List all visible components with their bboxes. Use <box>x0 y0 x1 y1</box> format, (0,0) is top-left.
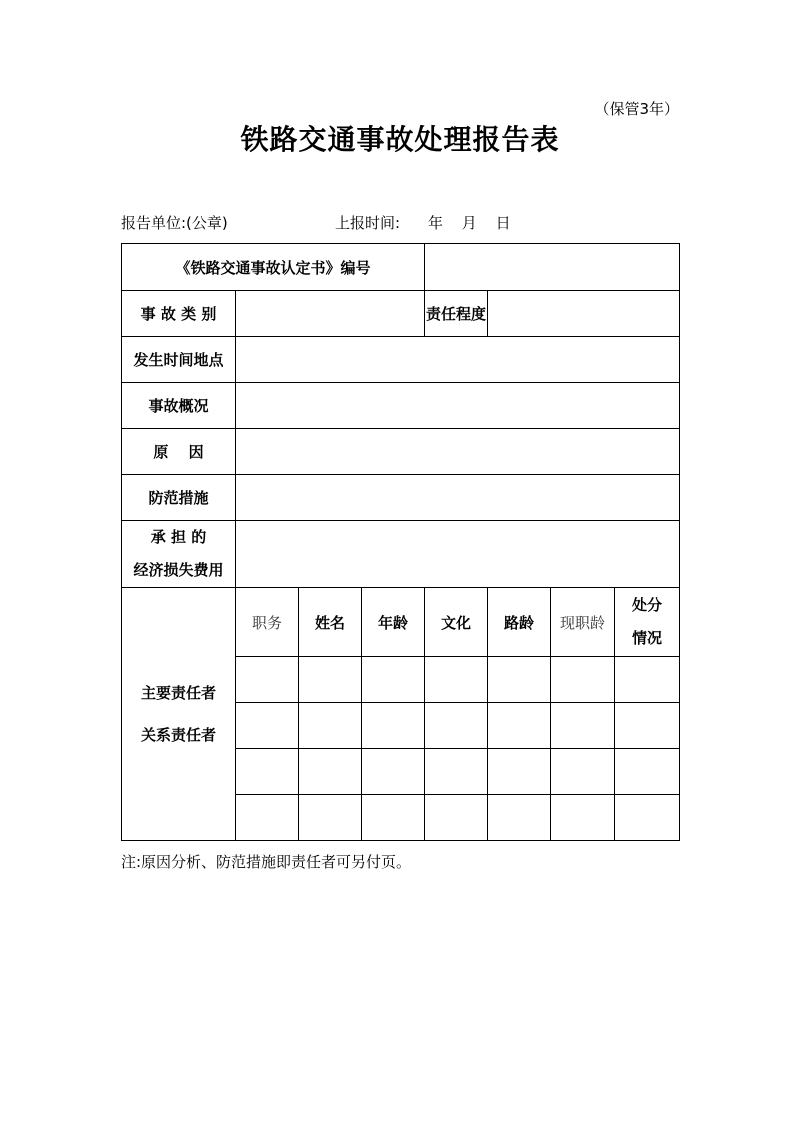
year-label: 年 <box>428 214 444 232</box>
footer-note: 注:原因分析、防范措施即责任者可另付页。 <box>121 853 412 871</box>
person-cell[interactable] <box>425 749 488 795</box>
person-cell[interactable] <box>236 749 299 795</box>
person-cell[interactable] <box>362 657 425 703</box>
day-label: 日 <box>495 214 511 232</box>
economic-loss-row <box>122 521 680 588</box>
person-cell[interactable] <box>551 749 615 795</box>
col-current-post-years: 现职龄 <box>551 588 615 657</box>
col-penalty <box>615 588 680 657</box>
related-responsible-label: 关系责任者 <box>140 726 216 744</box>
cause-label: 原 因 <box>122 429 236 475</box>
person-cell[interactable] <box>236 795 299 841</box>
persons-header-row <box>122 588 680 657</box>
cause-row <box>122 429 680 475</box>
cert-number-row <box>122 244 680 291</box>
reporting-unit-label: 报告单位:(公章) <box>121 214 228 232</box>
col-penalty-line2: 情况 <box>632 629 663 647</box>
person-cell[interactable] <box>488 795 551 841</box>
cert-number-field[interactable] <box>425 244 680 291</box>
cert-number-label: 《铁路交通事故认定书》编号 <box>122 244 425 291</box>
category-label: 事 故 类 别 <box>122 291 236 337</box>
col-name: 姓名 <box>299 588 362 657</box>
report-time-label: 上报时间: <box>335 214 401 232</box>
person-cell[interactable] <box>551 795 615 841</box>
month-label: 月 <box>461 214 477 232</box>
time-place-field[interactable] <box>236 337 680 383</box>
person-cell[interactable] <box>488 703 551 749</box>
cause-field[interactable] <box>236 429 680 475</box>
person-cell[interactable] <box>362 703 425 749</box>
economic-loss-label-line2: 经济损失费用 <box>133 561 224 579</box>
person-cell[interactable] <box>362 795 425 841</box>
col-penalty-line1: 处分 <box>632 596 663 614</box>
person-cell[interactable] <box>236 703 299 749</box>
person-cell[interactable] <box>425 657 488 703</box>
person-cell[interactable] <box>615 749 680 795</box>
person-cell[interactable] <box>615 795 680 841</box>
retention-period: （保管3年） <box>594 100 679 118</box>
person-cell[interactable] <box>615 657 680 703</box>
person-cell[interactable] <box>299 703 362 749</box>
report-form-table <box>121 243 680 841</box>
person-cell[interactable] <box>488 657 551 703</box>
economic-loss-label-line1: 承 担 的 <box>150 528 207 546</box>
col-age: 年龄 <box>362 588 425 657</box>
main-responsible-label: 主要责任者 <box>140 684 216 702</box>
col-railway-years: 路龄 <box>488 588 551 657</box>
responsibility-field[interactable] <box>488 291 680 337</box>
measures-field[interactable] <box>236 475 680 521</box>
person-cell[interactable] <box>488 749 551 795</box>
person-cell[interactable] <box>425 703 488 749</box>
person-cell[interactable] <box>615 703 680 749</box>
person-cell[interactable] <box>299 795 362 841</box>
page-title: 铁路交通事故处理报告表 <box>240 123 560 156</box>
measures-row <box>122 475 680 521</box>
col-position: 职务 <box>236 588 299 657</box>
person-cell[interactable] <box>299 749 362 795</box>
person-cell[interactable] <box>425 795 488 841</box>
economic-loss-label <box>122 521 236 588</box>
category-row <box>122 291 680 337</box>
responsibility-label: 责任程度 <box>425 291 488 337</box>
person-cell[interactable] <box>299 657 362 703</box>
time-place-row <box>122 337 680 383</box>
overview-field[interactable] <box>236 383 680 429</box>
overview-label: 事故概况 <box>122 383 236 429</box>
measures-label: 防范措施 <box>122 475 236 521</box>
col-education: 文化 <box>425 588 488 657</box>
overview-row <box>122 383 680 429</box>
time-place-label: 发生时间地点 <box>122 337 236 383</box>
person-cell[interactable] <box>362 749 425 795</box>
responsible-persons-label <box>122 588 236 841</box>
category-field[interactable] <box>236 291 425 337</box>
report-date-fields <box>428 212 525 233</box>
person-cell[interactable] <box>236 657 299 703</box>
person-cell[interactable] <box>551 657 615 703</box>
person-cell[interactable] <box>551 703 615 749</box>
economic-loss-field[interactable] <box>236 521 680 588</box>
